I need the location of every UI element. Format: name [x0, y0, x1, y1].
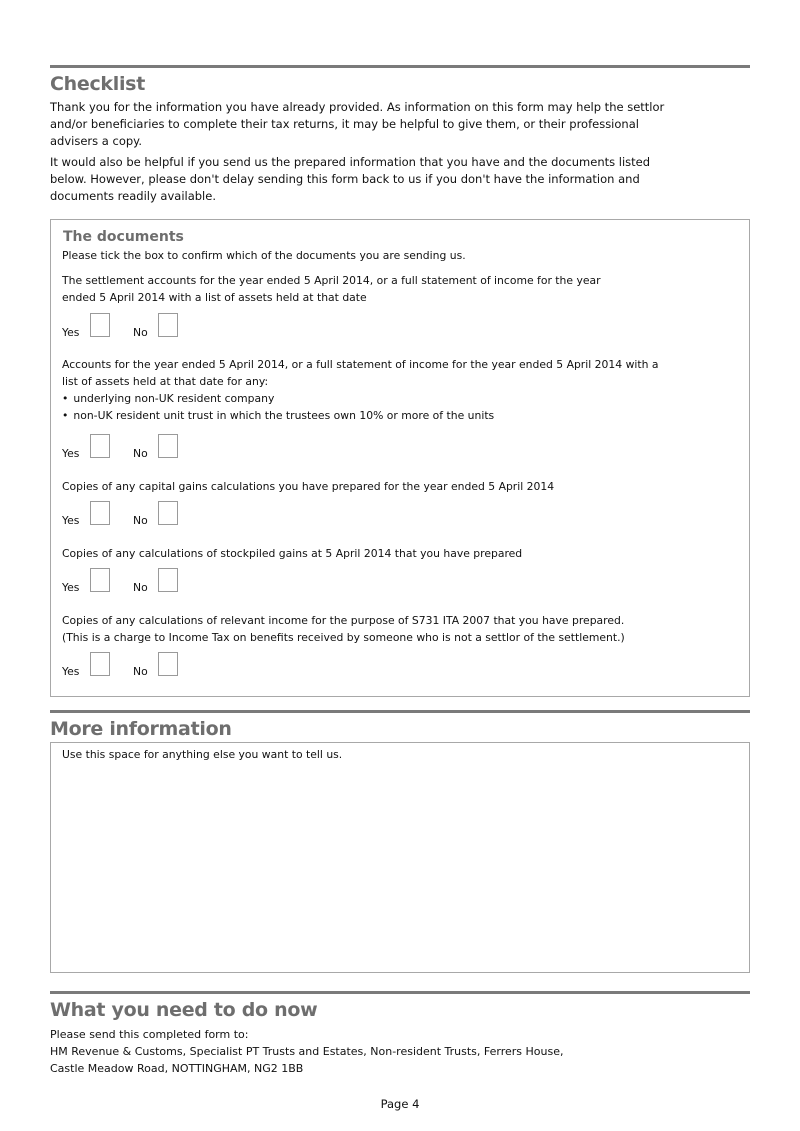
bullet-item: • underlying non-UK resident company [62, 390, 722, 407]
yes-label: Yes [62, 326, 80, 339]
no-label: No [133, 326, 148, 339]
document-item-4-no-checkbox[interactable] [158, 568, 178, 592]
document-item-1-answer [62, 313, 222, 339]
more-info-input[interactable] [62, 767, 738, 964]
documents-box [50, 219, 750, 697]
checklist-rule [50, 65, 750, 68]
document-item-2-no-checkbox[interactable] [158, 434, 178, 458]
document-item-2-bullets [62, 390, 722, 424]
document-item-4-text: Copies of any calculations of stockpiled gains at 5 April 2014 that you have prepared [62, 547, 523, 560]
checklist-intro: Thank you for the information you have already provided. As information on this form may help the settlor and/or beneficiaries to complete their tax returns, it may be helpful to give them, or their professional advisers a copy. [50, 100, 665, 148]
no-label: No [133, 581, 148, 594]
document-item-1-no-checkbox[interactable] [158, 313, 178, 337]
document-item-4-yes-checkbox[interactable] [90, 568, 110, 592]
more-info-heading: More information [50, 718, 232, 740]
next-steps-instruction: Please send this completed form to: [50, 1028, 249, 1041]
document-item-2-answer [62, 434, 222, 460]
document-item-2-text: Accounts for the year ended 5 April 2014, or a full statement of income for the year ended 5 April 2014 with a list of assets held at that date for any: [62, 358, 659, 388]
yes-label: Yes [62, 581, 80, 594]
documents-instruction: Please tick the box to confirm which of the documents you are sending us. [62, 249, 466, 262]
documents-heading: The documents [63, 229, 184, 245]
checklist-request: It would also be helpful if you send us the prepared information that you have and the documents listed below. However, please don't delay sending this form back to us if you don't have the information and documents readily available. [50, 155, 651, 203]
more-info-text-area[interactable] [62, 767, 738, 964]
document-item-3-answer [62, 501, 222, 527]
document-item-1-yes-checkbox[interactable] [90, 313, 110, 337]
bullet-item: • non-UK resident unit trust in which the trustees own 10% or more of the units [62, 407, 722, 424]
document-item-5-yes-checkbox[interactable] [90, 652, 110, 676]
address-line-1: HM Revenue & Customs, Specialist PT Trusts and Estates, Non-resident Trusts, Ferrers House, [50, 1045, 564, 1058]
yes-label: Yes [62, 447, 80, 460]
no-label: No [133, 447, 148, 460]
document-item-4-answer [62, 568, 222, 594]
address-line-2: Castle Meadow Road, NOTTINGHAM, NG2 1BB [50, 1062, 304, 1075]
document-item-1-text: The settlement accounts for the year ended 5 April 2014, or a full statement of income for the year ended 5 April 2014 with a list of assets held at that date [62, 274, 601, 304]
next-steps-rule [50, 991, 750, 994]
document-item-3-no-checkbox[interactable] [158, 501, 178, 525]
document-item-2-yes-checkbox[interactable] [90, 434, 110, 458]
document-item-3-text: Copies of any capital gains calculations you have prepared for the year ended 5 April 2014 [62, 480, 555, 493]
more-info-box [50, 742, 750, 973]
yes-label: Yes [62, 514, 80, 527]
more-info-prompt: Use this space for anything else you want to tell us. [62, 748, 343, 761]
document-item-3-yes-checkbox[interactable] [90, 501, 110, 525]
no-label: No [133, 665, 148, 678]
checklist-heading: Checklist [50, 73, 145, 95]
more-info-rule [50, 710, 750, 713]
document-item-5-answer [62, 652, 222, 678]
document-item-5-no-checkbox[interactable] [158, 652, 178, 676]
document-item-5-text: Copies of any calculations of relevant income for the purpose of S731 ITA 2007 that you have prepared. [62, 614, 625, 627]
no-label: No [133, 514, 148, 527]
next-steps-heading: What you need to do now [50, 999, 318, 1021]
yes-label: Yes [62, 665, 80, 678]
page-number: Page 4 [380, 1097, 420, 1111]
document-item-5-note: (This is a charge to Income Tax on benefits received by someone who is not a settlor of the settlement.) [62, 631, 625, 644]
